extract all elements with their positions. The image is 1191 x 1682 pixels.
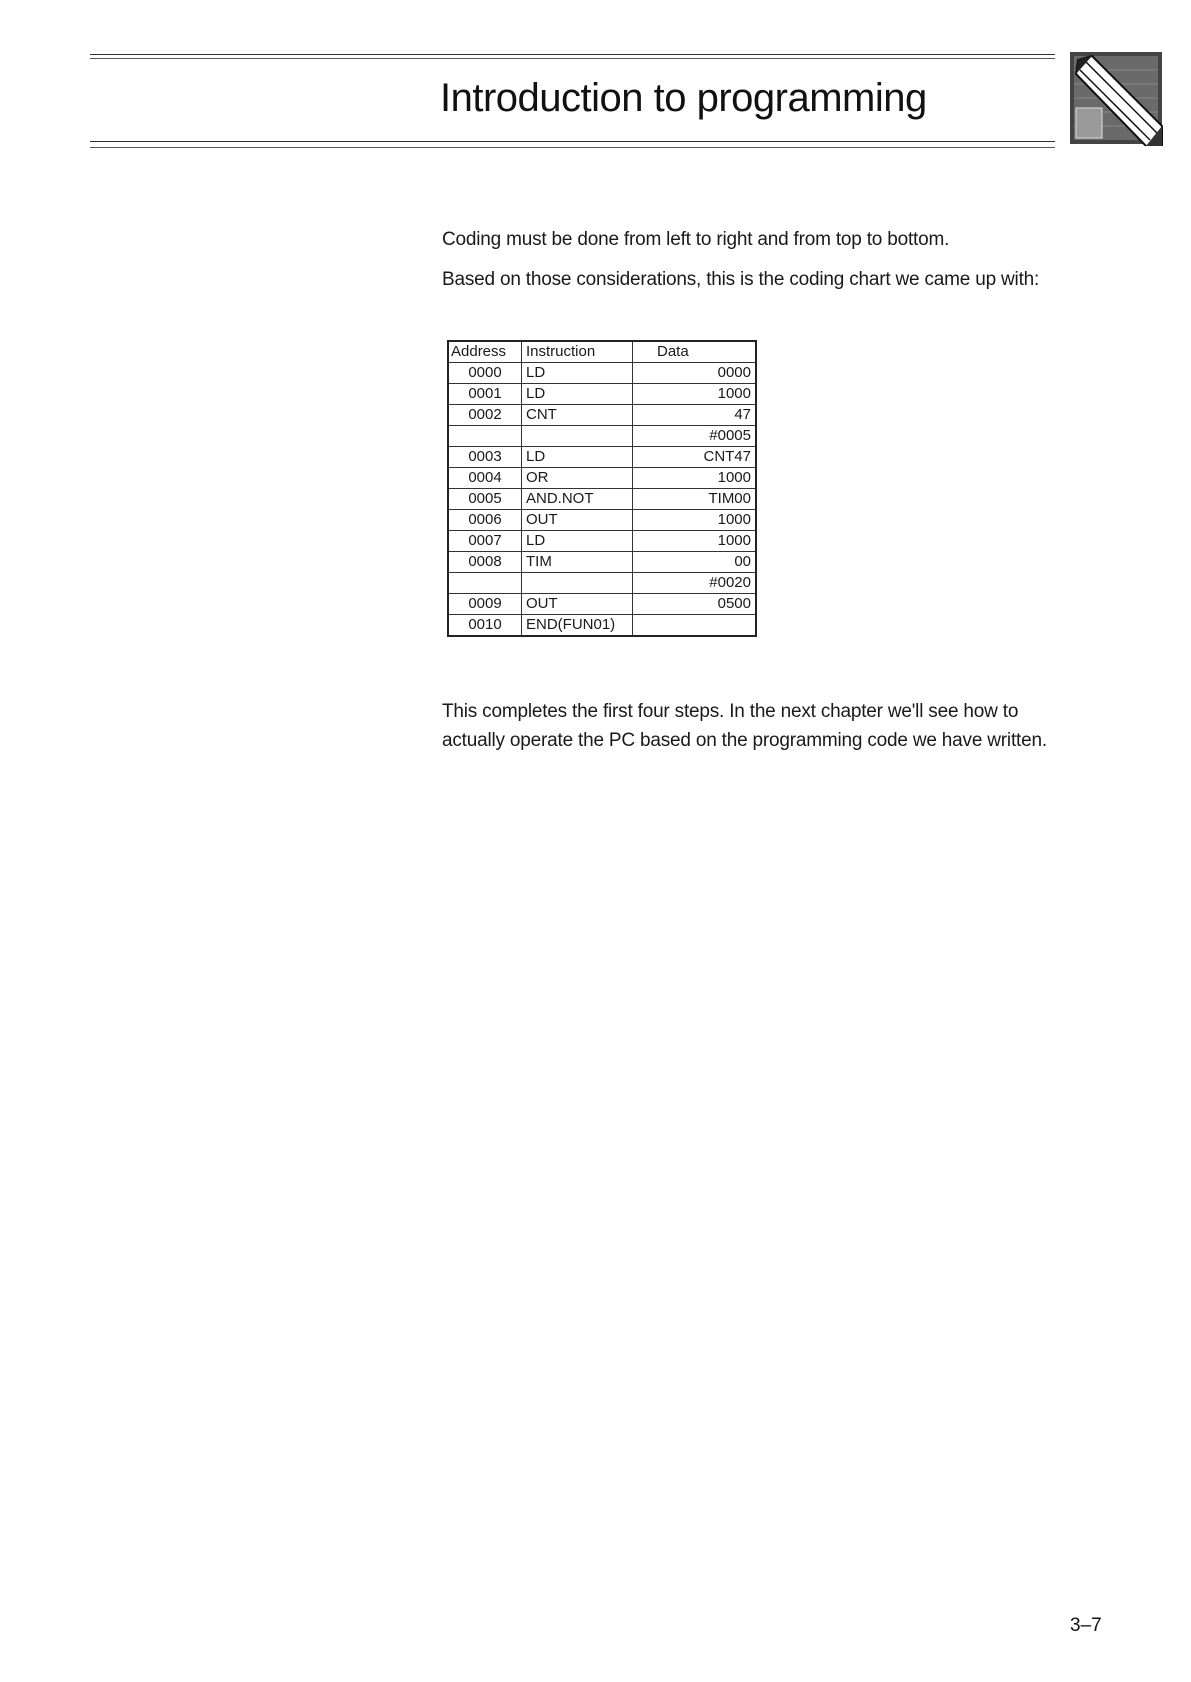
intro-paragraph-1: Coding must be done from left to right and from top to bottom. [442, 229, 950, 250]
cell-instruction: LD [522, 447, 633, 468]
cell-instruction: LD [522, 384, 633, 405]
cell-data: CNT47 [633, 447, 757, 468]
cell-address: 0007 [448, 531, 522, 552]
cell-data: 1000 [633, 510, 757, 531]
cell-instruction [522, 426, 633, 447]
cell-instruction: LD [522, 531, 633, 552]
cell-instruction: OUT [522, 510, 633, 531]
cell-instruction [522, 573, 633, 594]
closing-paragraph-line-1: This completes the first four steps. In the next chapter we'll see how to [442, 701, 1019, 722]
cell-address: 0001 [448, 384, 522, 405]
cell-address: 0010 [448, 615, 522, 637]
header-rule-top [90, 54, 1055, 55]
cell-data: 1000 [633, 468, 757, 489]
cell-instruction: LD [522, 363, 633, 384]
table-row [448, 531, 756, 552]
cell-address: 0004 [448, 468, 522, 489]
cell-address: 0005 [448, 489, 522, 510]
intro-paragraph-2: Based on those considerations, this is the coding chart we came up with: [442, 269, 1040, 290]
cell-data [633, 615, 757, 637]
cell-data: 0500 [633, 594, 757, 615]
cell-address [448, 426, 522, 447]
table-row [448, 552, 756, 573]
header-rule-bottom-thin [90, 147, 1055, 148]
cell-data: #0020 [633, 573, 757, 594]
table-row [448, 510, 756, 531]
cell-data: 1000 [633, 384, 757, 405]
cell-data: 47 [633, 405, 757, 426]
cell-address: 0003 [448, 447, 522, 468]
table-row [448, 405, 756, 426]
table-row [448, 426, 756, 447]
column-header-instruction: Instruction [522, 341, 633, 363]
cell-instruction: END(FUN01) [522, 615, 633, 637]
cell-address: 0008 [448, 552, 522, 573]
closing-paragraph-line-2: actually operate the PC based on the programming code we have written. [442, 730, 1047, 751]
cell-address: 0002 [448, 405, 522, 426]
column-header-address: Address [448, 341, 522, 363]
cell-data: 1000 [633, 531, 757, 552]
page-number: 3–7 [1070, 1615, 1102, 1636]
table-row [448, 573, 756, 594]
coding-chart-table [447, 340, 757, 637]
cell-address: 0009 [448, 594, 522, 615]
cell-instruction: CNT [522, 405, 633, 426]
table-row [448, 489, 756, 510]
cell-data: 00 [633, 552, 757, 573]
cell-instruction: OUT [522, 594, 633, 615]
table-row [448, 384, 756, 405]
cell-address: 0000 [448, 363, 522, 384]
cell-instruction: OR [522, 468, 633, 489]
coding-chart-header-row [448, 341, 756, 363]
table-row [448, 447, 756, 468]
column-header-data: Data [633, 341, 757, 363]
table-row [448, 363, 756, 384]
table-row [448, 594, 756, 615]
table-row [448, 468, 756, 489]
cell-address [448, 573, 522, 594]
cell-data: TIM00 [633, 489, 757, 510]
header-rule-top-thin [90, 58, 1055, 59]
cell-data: #0005 [633, 426, 757, 447]
coding-chart-body [448, 363, 756, 637]
cell-instruction: AND.NOT [522, 489, 633, 510]
page-title: Introduction to programming [440, 76, 927, 120]
cell-data: 0000 [633, 363, 757, 384]
table-row [448, 615, 756, 637]
cell-address: 0006 [448, 510, 522, 531]
header-rule-bottom [90, 141, 1055, 142]
cell-instruction: TIM [522, 552, 633, 573]
pencil-icon [1068, 50, 1164, 146]
